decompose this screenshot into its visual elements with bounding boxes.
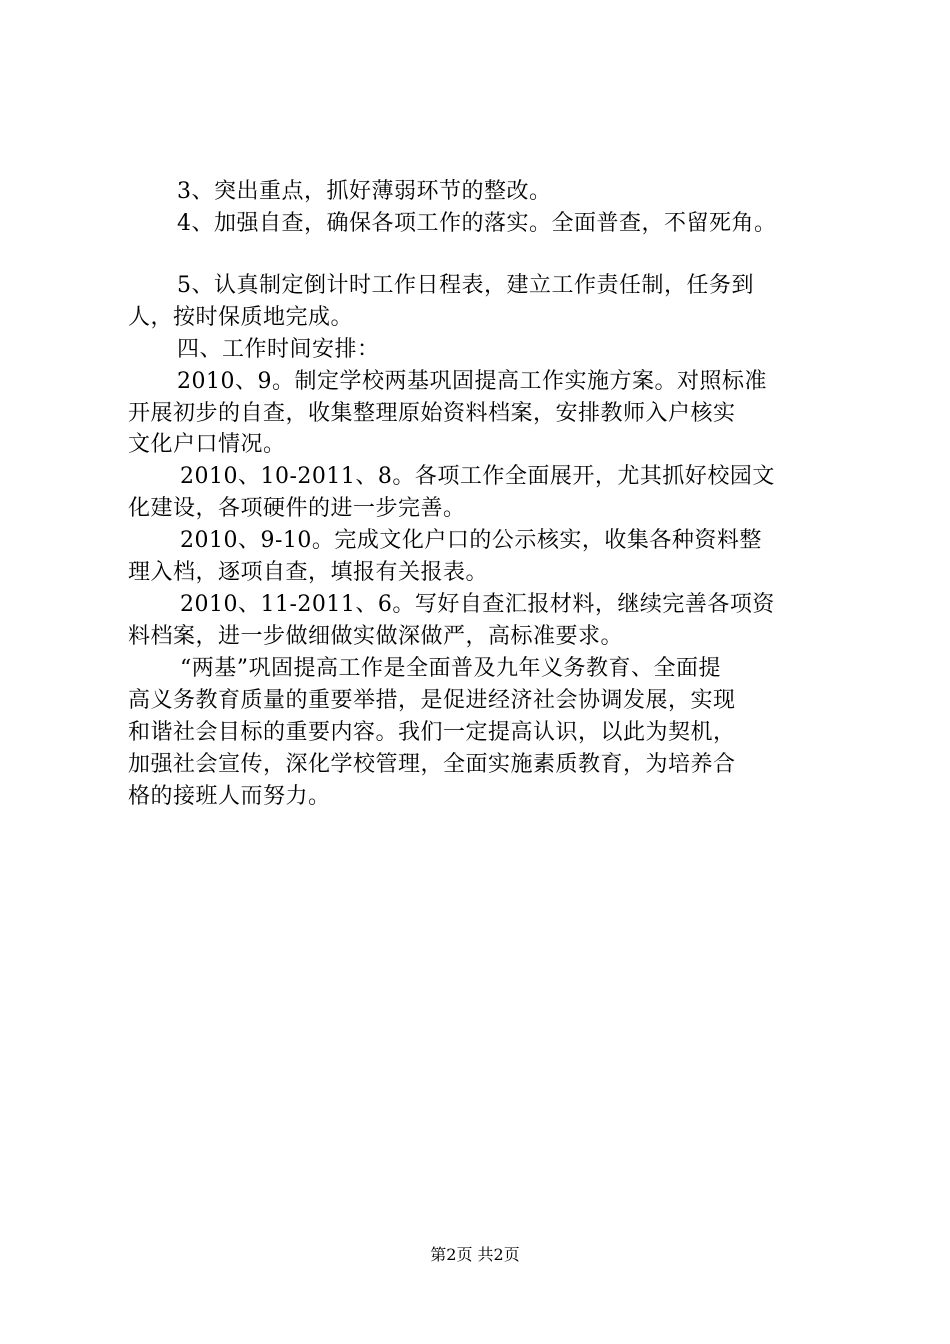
text-line-15: “两基”巩固提高工作是全面普及九年义务教育、全面提 <box>180 656 721 681</box>
text-line-14: 料档案，进一步做细做实做深做严，高标准要求。 <box>128 624 624 649</box>
text-line-4: 人，按时保质地完成。 <box>128 305 354 330</box>
text-line-18: 加强社会宣传，深化学校管理，全面实施素质教育，为培养合 <box>128 752 736 777</box>
text-line-11: 2010、9-10。完成文化户口的公示核实，收集各种资料整 <box>180 528 762 553</box>
text-line-10: 化建设，各项硬件的进一步完善。 <box>128 496 466 521</box>
text-line-17: 和谐社会目标的重要内容。我们一定提高认识，以此为契机， <box>128 720 736 745</box>
text-line-1: 3、突出重点，抓好薄弱环节的整改。 <box>177 179 552 204</box>
page-number-footer: 第2页 共2页 <box>430 1245 520 1264</box>
text-line-19: 格的接班人而努力。 <box>128 784 331 809</box>
text-line-7: 开展初步的自查，收集整理原始资料档案，安排教师入户核实 <box>128 401 736 426</box>
text-line-13: 2010、11-2011、6。写好自查汇报材料，继续完善各项资 <box>180 592 775 617</box>
text-line-2: 4、加强自查，确保各项工作的落实。全面普查，不留死角。 <box>177 211 777 236</box>
text-line-5: 四、工作时间安排： <box>177 337 380 362</box>
text-line-6: 2010、9。制定学校两基巩固提高工作实施方案。对照标准 <box>177 369 767 394</box>
text-line-16: 高义务教育质量的重要举措，是促进经济社会协调发展，实现 <box>128 688 736 713</box>
text-line-8: 文化户口情况。 <box>128 432 286 457</box>
text-line-3: 5、认真制定倒计时工作日程表，建立工作责任制，任务到 <box>177 273 754 298</box>
text-line-9: 2010、10-2011、8。各项工作全面展开，尤其抓好校园文 <box>180 464 775 489</box>
text-line-12: 理入档，逐项自查，填报有关报表。 <box>128 560 489 585</box>
